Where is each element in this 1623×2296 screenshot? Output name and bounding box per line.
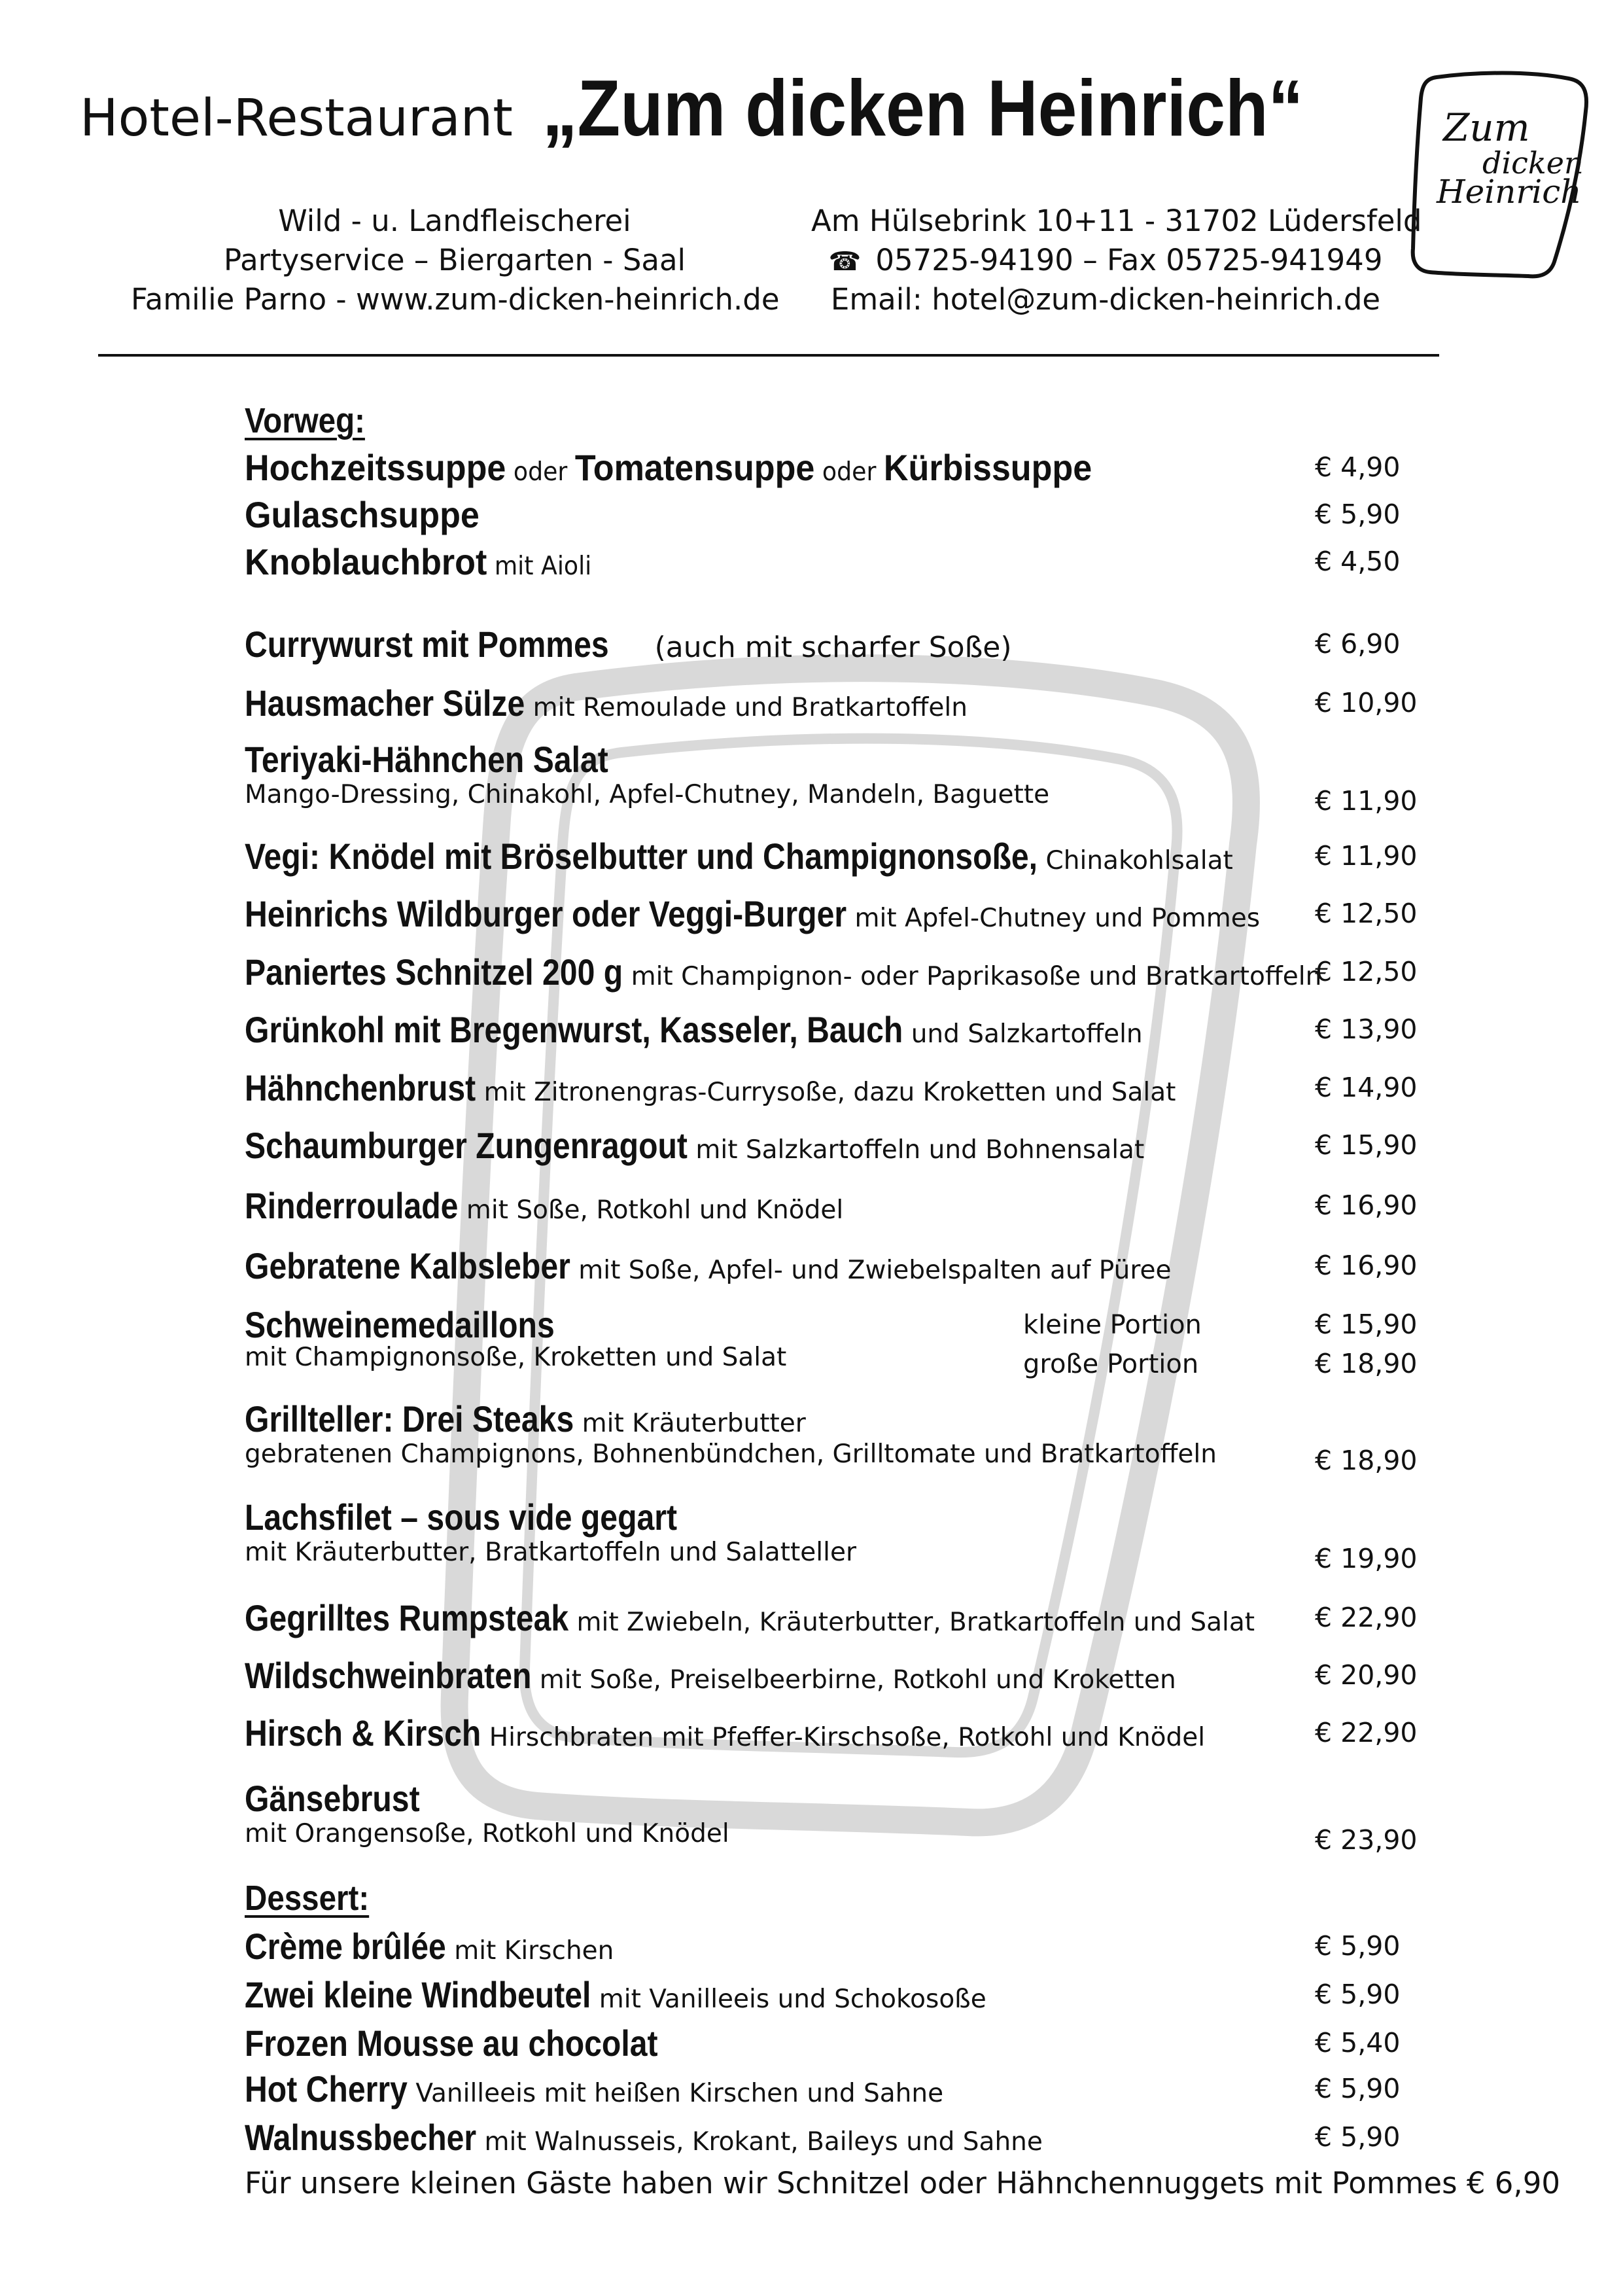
price: € 23,90 bbox=[1315, 1824, 1418, 1856]
price: € 16,90 bbox=[1315, 1190, 1418, 1221]
dish-description: mit Apfel-Chutney und Pommes bbox=[846, 904, 1261, 933]
dish-name: Lachsfilet – sous vide gegart bbox=[245, 1496, 678, 1538]
dish-description: und Salzkartoffeln bbox=[903, 1019, 1143, 1049]
dish-name: Schweinemedaillons bbox=[245, 1304, 555, 1345]
price: € 13,90 bbox=[1315, 1014, 1418, 1045]
dish-description: mit Vanilleeis und Schokosoße bbox=[591, 1985, 986, 2014]
price: € 18,90 bbox=[1315, 1348, 1418, 1379]
price: € 10,90 bbox=[1315, 687, 1418, 718]
page-title bbox=[80, 62, 1407, 154]
price: € 11,90 bbox=[1315, 840, 1418, 872]
price: € 11,90 bbox=[1315, 785, 1418, 817]
dish-name: Grünkohl mit Bregenwurst, Kasseler, Bauch bbox=[245, 1009, 903, 1050]
contact-info bbox=[811, 202, 1422, 319]
dish-description: mit Soße, Preiselbeerbirne, Rotkohl und Kroketten bbox=[531, 1665, 1176, 1695]
dish-name: Heinrichs Wildburger oder Veggi-Burger bbox=[245, 893, 847, 934]
dish-name: Gebratene Kalbsleber bbox=[245, 1245, 570, 1286]
dish-name: Gulaschsuppe bbox=[245, 494, 480, 535]
price: € 19,90 bbox=[1315, 1543, 1418, 1574]
svg-text:dicken: dicken bbox=[1482, 145, 1584, 181]
dish-description: Vanilleeis mit heißen Kirschen und Sahne bbox=[407, 2079, 944, 2108]
dish-description: mit Champignonsoße, Kroketten und Salat bbox=[245, 1343, 787, 1372]
dish-description: oder bbox=[506, 457, 575, 487]
dish-description: oder bbox=[814, 457, 884, 487]
price: € 16,90 bbox=[1315, 1250, 1418, 1281]
price: € 12,50 bbox=[1315, 898, 1418, 929]
price: € 6,90 bbox=[1315, 628, 1401, 660]
business-info bbox=[131, 202, 778, 319]
dish-description: mit Remoulade und Bratkartoffeln bbox=[525, 693, 968, 722]
price: € 18,90 bbox=[1315, 1445, 1418, 1476]
address: Am Hülsebrink 10+11 - 31702 Lüdersfeld bbox=[811, 203, 1422, 238]
email: Email: hotel@zum-dicken-heinrich.de bbox=[830, 282, 1381, 317]
section-heading-starters: Vorweg: bbox=[245, 401, 365, 440]
info-line: Partyservice – Biergarten - Saal bbox=[223, 243, 686, 277]
svg-text:Zum: Zum bbox=[1443, 105, 1530, 150]
dish-name: Knoblauchbrot bbox=[245, 541, 487, 582]
dish-description: gebratenen Champignons, Bohnenbündchen, Grilltomate und Bratkartoffeln bbox=[245, 1439, 1217, 1469]
price: € 5,90 bbox=[1315, 2073, 1401, 2104]
price: € 22,90 bbox=[1315, 1717, 1418, 1748]
info-line: Familie Parno - www.zum-dicken-heinrich.de bbox=[131, 282, 780, 317]
telephone-icon: ☎ bbox=[828, 247, 862, 277]
dish-name: Grillteller: Drei Steaks bbox=[245, 1398, 574, 1439]
dish-description: mit Soße, Apfel- und Zwiebelspalten auf Püree bbox=[570, 1256, 1172, 1285]
price: € 20,90 bbox=[1315, 1659, 1418, 1691]
menu-item-starter bbox=[245, 493, 480, 536]
price: € 22,90 bbox=[1315, 1602, 1418, 1633]
dish-description: mit Zwiebeln, Kräuterbutter, Bratkartoffeln und Salat bbox=[568, 1608, 1255, 1637]
dish-name: Crème brûlée bbox=[245, 1926, 446, 1967]
dish-name: Rinderroulade bbox=[245, 1185, 459, 1226]
dish-description: mit Aioli bbox=[487, 552, 592, 581]
menu-item-starter bbox=[245, 540, 591, 583]
price: € 15,90 bbox=[1315, 1129, 1418, 1161]
dish-description: (auch mit scharfer Soße) bbox=[608, 631, 1012, 664]
price: € 5,90 bbox=[1315, 2121, 1401, 2153]
price: € 5,90 bbox=[1315, 1979, 1401, 2010]
price: € 4,50 bbox=[1315, 546, 1401, 577]
dish-name: Frozen Mousse au chocolat bbox=[245, 2022, 658, 2064]
phone-line bbox=[811, 241, 1400, 280]
price: € 5,90 bbox=[1315, 499, 1401, 530]
portion-small-label: kleine Portion bbox=[1023, 1310, 1202, 1340]
dish-name: Gegrilltes Rumpsteak bbox=[245, 1597, 569, 1638]
title-prefix: Hotel-Restaurant bbox=[80, 89, 513, 148]
dish-description: Mango-Dressing, Chinakohl, Apfel-Chutney, Mandeln, Baguette bbox=[245, 780, 1050, 809]
dish-name: Gänsebrust bbox=[245, 1778, 420, 1819]
kids-note: Für unsere kleinen Gäste haben wir Schnitzel oder Hähnchennuggets mit Pommes € 6,90 bbox=[245, 2166, 1560, 2200]
price: € 4,90 bbox=[1315, 451, 1401, 483]
price: € 14,90 bbox=[1315, 1072, 1418, 1103]
dish-description: mit Kräuterbutter bbox=[574, 1409, 806, 1438]
dish-name: Schaumburger Zungenragout bbox=[245, 1125, 688, 1166]
dish-name: Tomatensuppe bbox=[574, 447, 815, 488]
dish-description: mit Kirschen bbox=[445, 1936, 614, 1966]
header-divider bbox=[98, 354, 1439, 357]
dish-name: Currywurst mit Pommes bbox=[245, 624, 609, 665]
dish-name: Kürbissuppe bbox=[883, 447, 1092, 488]
dish-description: Hirschbraten mit Pfeffer-Kirschsoße, Rotkohl und Knödel bbox=[481, 1723, 1206, 1752]
dish-name: Hot Cherry bbox=[245, 2068, 408, 2110]
dish-description: mit Orangensoße, Rotkohl und Knödel bbox=[245, 1819, 729, 1848]
dish-description: mit Walnusseis, Krokant, Baileys und Sahne bbox=[476, 2127, 1043, 2157]
dish-name: Teriyaki-Hähnchen Salat bbox=[245, 739, 608, 780]
price: € 5,40 bbox=[1315, 2027, 1401, 2058]
svg-text:Heinrich: Heinrich bbox=[1437, 173, 1582, 211]
info-line: Wild - u. Landfleischerei bbox=[278, 203, 631, 238]
dish-name: Hausmacher Sülze bbox=[245, 682, 525, 724]
dish-description: Chinakohlsalat bbox=[1038, 846, 1233, 875]
price: € 5,90 bbox=[1315, 1930, 1401, 1962]
dish-name: Hochzeitssuppe bbox=[245, 447, 506, 488]
price: € 15,90 bbox=[1315, 1309, 1418, 1340]
dish-name: Hirsch & Kirsch bbox=[245, 1712, 481, 1754]
dish-description: mit Kräuterbutter, Bratkartoffeln und Salatteller bbox=[245, 1538, 856, 1567]
dish-name: Paniertes Schnitzel 200 g bbox=[245, 951, 623, 993]
dish-name: Vegi: Knödel mit Bröselbutter und Champignonsoße, bbox=[245, 836, 1038, 877]
dish-description: mit Zitronengras-Currysoße, dazu Kroketten und Salat bbox=[476, 1078, 1176, 1107]
section-heading-dessert: Dessert: bbox=[245, 1879, 370, 1918]
portion-large-label: große Portion bbox=[1023, 1349, 1199, 1379]
dish-name: Zwei kleine Windbeutel bbox=[245, 1974, 591, 2015]
dish-name: Hähnchenbrust bbox=[245, 1067, 476, 1108]
menu-item-starter bbox=[245, 446, 1092, 489]
restaurant-name: „Zum dicken Heinrich“ bbox=[542, 63, 1304, 152]
dish-description: mit Soße, Rotkohl und Knödel bbox=[458, 1195, 844, 1225]
dish-description: mit Salzkartoffeln und Bohnensalat bbox=[687, 1135, 1145, 1165]
dish-name: Walnussbecher bbox=[245, 2117, 477, 2158]
price: € 12,50 bbox=[1315, 956, 1418, 987]
dish-name: Wildschweinbraten bbox=[245, 1655, 532, 1696]
phone-numbers: 05725-94190 – Fax 05725-941949 bbox=[875, 243, 1383, 277]
dish-description: mit Champignon- oder Paprikasoße und Bratkartoffeln bbox=[623, 962, 1322, 991]
logo-stamp-icon bbox=[1397, 65, 1594, 288]
